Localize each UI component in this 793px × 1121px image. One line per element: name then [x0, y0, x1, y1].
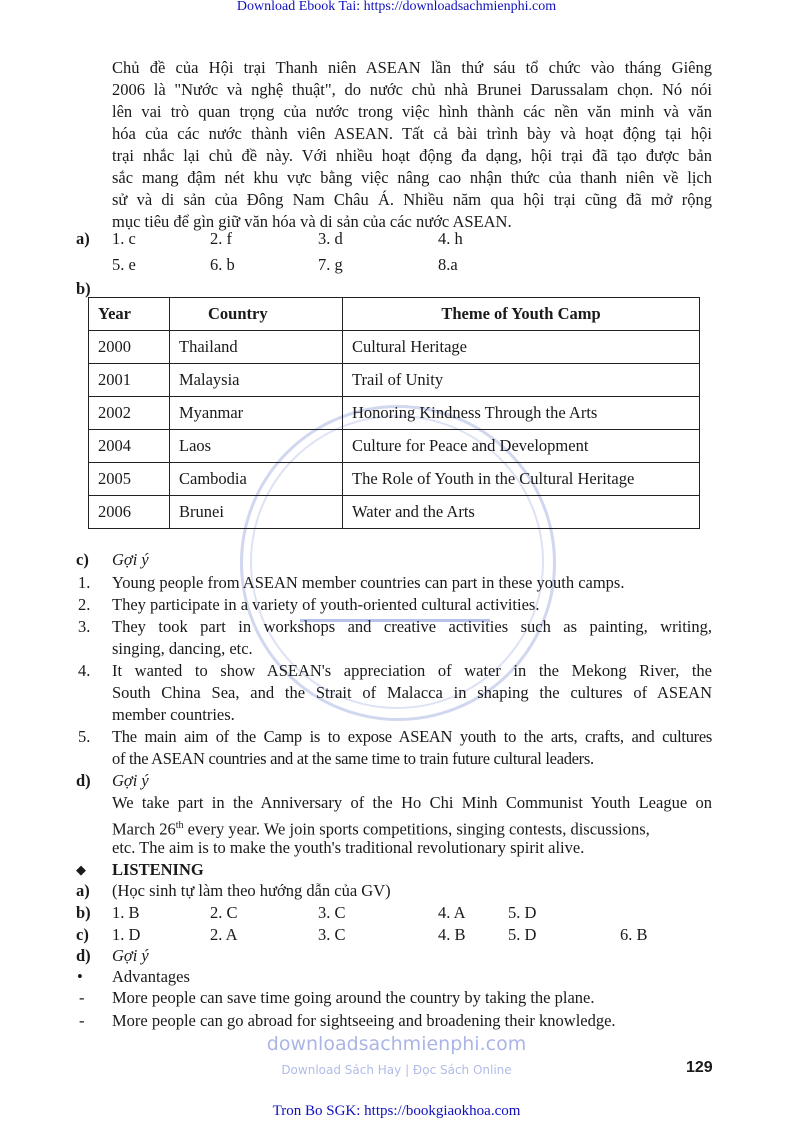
hint-label: Gợi ý [112, 550, 149, 569]
bullet-icon: • [77, 967, 83, 986]
answer: 3. C [318, 903, 346, 922]
answer: 1. B [112, 903, 140, 922]
answer-line: of the ASEAN countries and at the same time to train future cultural leaders. [112, 749, 594, 768]
answer: 4. h [438, 229, 463, 248]
hint-label: Gợi ý [112, 946, 149, 965]
table-row [89, 364, 700, 397]
listening-c-label: c) [76, 925, 89, 944]
answer: 4. B [438, 925, 466, 944]
item-number: 3. [78, 617, 91, 636]
answer-line: South China Sea, and the Strait of Malacca in shaping the cultures of ASEAN [112, 683, 712, 702]
item-number: 2. [78, 595, 91, 614]
country-cell: Thailand [170, 331, 343, 364]
ordinal-suffix: th [175, 820, 184, 831]
answer: 2. A [210, 925, 238, 944]
answer-line: We take part in the Anniversary of the Ho Chi Minh Communist Youth League on [112, 793, 712, 812]
country-cell: Brunei [170, 496, 343, 529]
part-a-label: a) [76, 229, 90, 248]
country-cell: Malaysia [170, 364, 343, 397]
theme-cell: Honoring Kindness Through the Arts [343, 397, 700, 430]
diamond-bullet-icon: ◆ [76, 862, 86, 877]
answer: 4. A [438, 903, 466, 922]
header-year: Year [89, 298, 170, 331]
advantage-item: More people can save time going around the country by taking the plane. [112, 988, 595, 1007]
listening-heading: LISTENING [112, 860, 204, 879]
answer-line: singing, dancing, etc. [112, 639, 253, 658]
page-number: 129 [686, 1059, 713, 1076]
answer-line: member countries. [112, 705, 235, 724]
table-row [89, 331, 700, 364]
part-d-label: d) [76, 771, 91, 790]
listening-d-label: d) [76, 946, 91, 965]
year-cell: 2006 [89, 496, 170, 529]
item-number: 5. [78, 727, 91, 746]
answer-line: etc. The aim is to make the youth's traditional revolutionary spirit alive. [112, 838, 585, 857]
year-cell: 2000 [89, 331, 170, 364]
table-row [89, 397, 700, 430]
listening-a-label: a) [76, 881, 90, 900]
intro-line: sử và di sản của Đông Nam Châu Á. Nhiều năm qua hội trại cũng đã mở rộng [112, 190, 712, 209]
answer: 2. f [210, 229, 232, 248]
answer: 1. c [112, 229, 136, 248]
youth-camp-table [88, 297, 700, 529]
hint-label: Gợi ý [112, 771, 149, 790]
advantage-item: More people can go abroad for sightseeing and broadening their knowledge. [112, 1011, 616, 1030]
answer-line [112, 816, 712, 840]
dash-bullet: - [79, 1011, 85, 1030]
answer: 5. D [508, 925, 537, 944]
table-row [89, 463, 700, 496]
theme-cell: Trail of Unity [343, 364, 700, 397]
country-cell: Myanmar [170, 397, 343, 430]
watermark-tagline: Download Sách Hay | Đọc Sách Online [281, 1063, 512, 1077]
table-header-row [89, 298, 700, 331]
intro-line: Chủ đề của Hội trại Thanh niên ASEAN lần thứ sáu tổ chức vào tháng Giêng [112, 58, 712, 77]
listening-b-label: b) [76, 903, 91, 922]
year-cell: 2004 [89, 430, 170, 463]
answer: 5. e [112, 255, 136, 274]
part-c-label: c) [76, 550, 89, 569]
answer: 6. B [620, 925, 648, 944]
intro-line: sắc mang đậm nét khu vực bằng việc nâng cao nhận thức của thanh niên về lịch [112, 168, 712, 187]
item-number: 4. [78, 661, 91, 680]
intro-line: lên vai trò quan trọng của nước trong việc hình thành các nền văn minh và văn [112, 102, 712, 121]
answer: 3. C [318, 925, 346, 944]
answer: 5. D [508, 903, 537, 922]
answer: 3. d [318, 229, 343, 248]
answer-line: Young people from ASEAN member countries can part in these youth camps. [112, 573, 625, 592]
theme-cell: Culture for Peace and Development [343, 430, 700, 463]
answer: 7. g [318, 255, 343, 274]
advantages-heading: Advantages [112, 967, 190, 986]
dash-bullet: - [79, 988, 85, 1007]
answer-line: The main aim of the Camp is to expose ASEAN youth to the arts, crafts, and cultures [112, 727, 712, 746]
footer-link[interactable]: Tron Bo SGK: https://bookgiaokhoa.com [272, 1103, 521, 1119]
intro-line: mục tiêu để gìn giữ văn hóa và di sản của các nước ASEAN. [112, 212, 512, 231]
answer: 6. b [210, 255, 235, 274]
country-cell: Cambodia [170, 463, 343, 496]
header-download-link[interactable]: Download Ebook Tai: https://downloadsachmienphi.com [236, 0, 557, 14]
listening-a-text: (Học sinh tự làm theo hướng dẫn của GV) [112, 881, 391, 900]
theme-cell: The Role of Youth in the Cultural Heritage [343, 463, 700, 496]
header-theme: Theme of Youth Camp [343, 298, 700, 331]
theme-cell: Cultural Heritage [343, 331, 700, 364]
intro-line: hóa của các nước thành viên ASEAN. Tất cả bài trình bày và hoạt động tại hội [112, 124, 712, 143]
answer: 8.a [438, 255, 458, 274]
watermark-site: downloadsachmienphi.com [266, 1033, 527, 1055]
intro-line: 2006 là "Nước và nghệ thuật", do nước chủ nhà Brunei Darussalam chọn. Nó nói [112, 80, 712, 99]
country-cell: Laos [170, 430, 343, 463]
answer-line: They took part in workshops and creative activities such as painting, writing, [112, 617, 712, 636]
answer-line: They participate in a variety of youth-oriented cultural activities. [112, 595, 540, 614]
answer: 2. C [210, 903, 238, 922]
date-text: March 26 [112, 819, 176, 839]
intro-line: trại nhắc lại chủ đề này. Với nhiều hoạt động đa dạng, hội trại đã tạo được bản [112, 146, 712, 165]
item-number: 1. [78, 573, 91, 592]
line-continuation: every year. We join sports competitions, singing contests, discussions, [183, 819, 650, 839]
table-row [89, 496, 700, 529]
table-row [89, 430, 700, 463]
answer: 1. D [112, 925, 141, 944]
header-country: Country [170, 298, 343, 331]
year-cell: 2005 [89, 463, 170, 496]
year-cell: 2002 [89, 397, 170, 430]
answer-line: It wanted to show ASEAN's appreciation of water in the Mekong River, the [112, 661, 712, 680]
part-b-label: b) [76, 279, 91, 298]
year-cell: 2001 [89, 364, 170, 397]
theme-cell: Water and the Arts [343, 496, 700, 529]
